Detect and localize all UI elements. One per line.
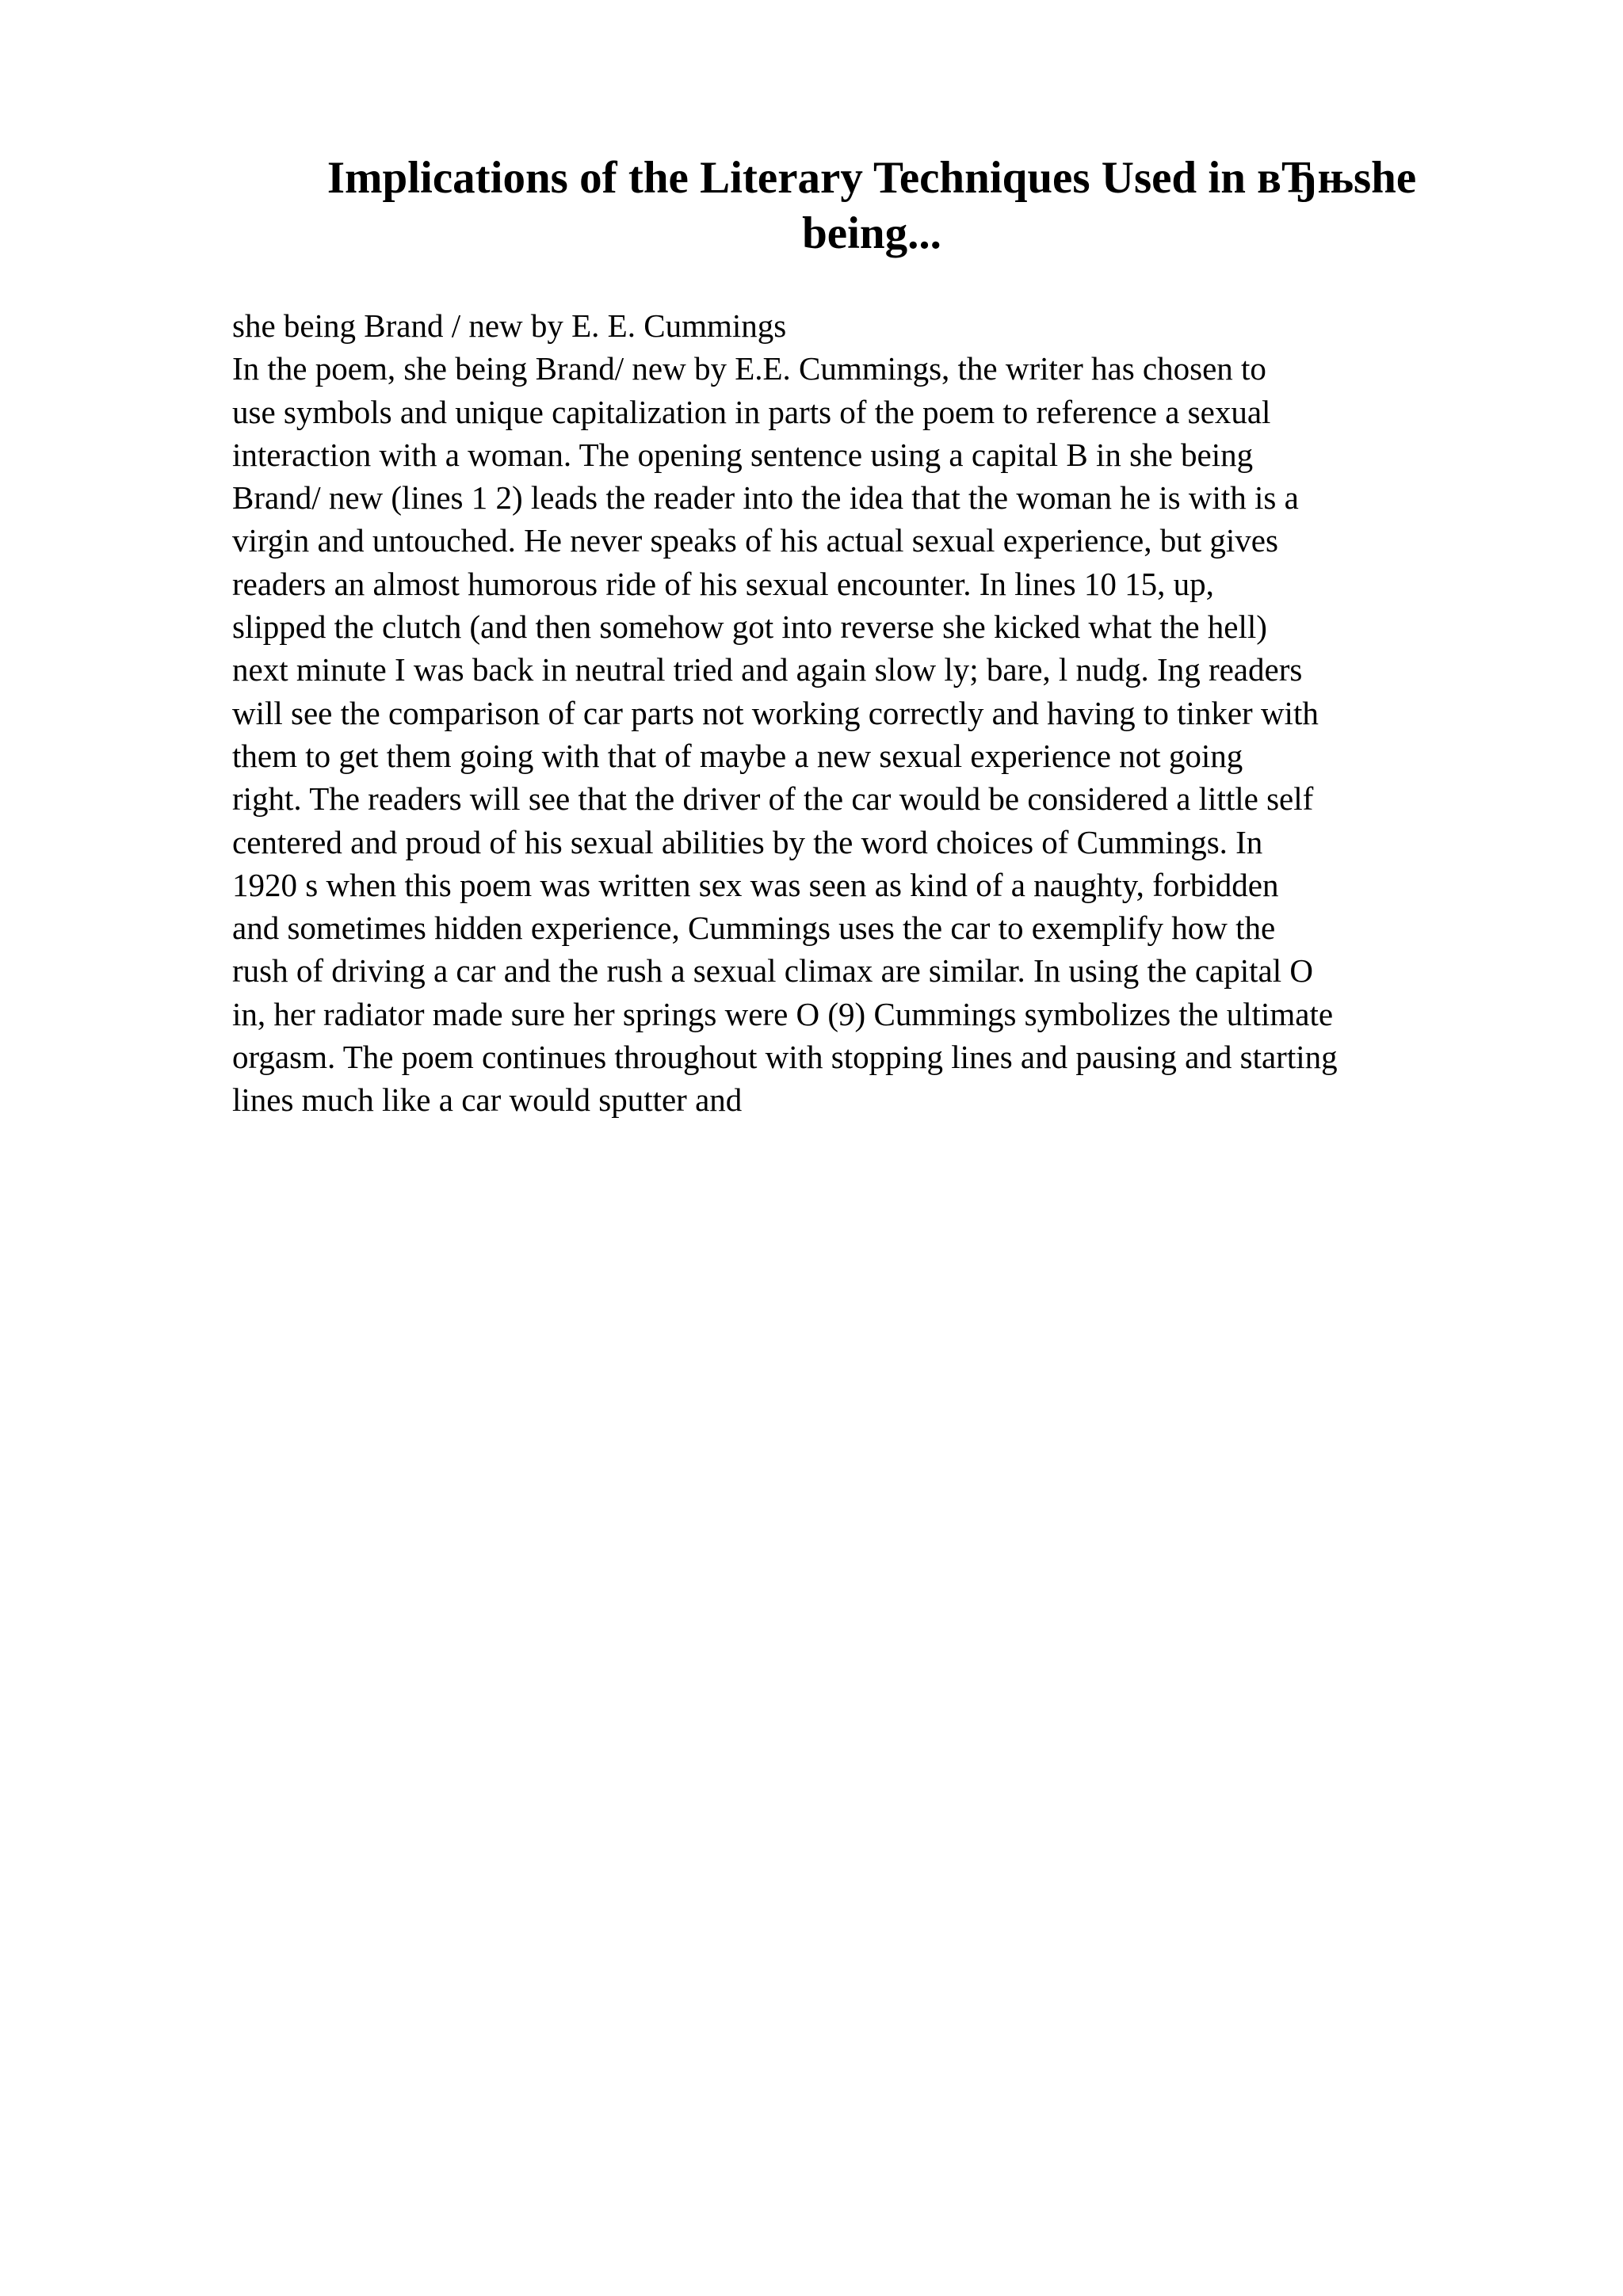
body-line: interaction with a woman. The opening sentence using a capital B in she being: [232, 436, 1254, 473]
body-line: In the poem, she being Brand/ new by E.E. Cummings, the writer has chosen to: [232, 350, 1266, 387]
body-line: Brand/ new (lines 1 2) leads the reader into the idea that the woman he is with is a: [232, 479, 1299, 517]
body-line: right. The readers will see that the driver of the car would be considered a little self: [232, 780, 1314, 818]
body-line: and sometimes hidden experience, Cummings uses the car to exemplify how the: [232, 910, 1276, 947]
body-line: readers an almost humorous ride of his sexual encounter. In lines 10 15, up,: [232, 565, 1214, 602]
title-line-1: Implications of the Literary Techniques Used in вЂњshe: [327, 153, 1417, 203]
body-line: orgasm. The poem continues throughout with stopping lines and pausing and starting: [232, 1039, 1338, 1076]
body-line: rush of driving a car and the rush a sexual climax are similar. In using the capital O: [232, 952, 1313, 990]
document-title: [230, 151, 1514, 261]
body-line: slipped the clutch (and then somehow got into reverse she kicked what the hell): [232, 608, 1267, 646]
body-line: will see the comparison of car parts not working correctly and having to tinker with: [232, 694, 1319, 731]
body-line: in, her radiator made sure her springs were O (9) Cummings symbolizes the ultimate: [232, 995, 1334, 1032]
body-line: use symbols and unique capitalization in parts of the poem to reference a sexual: [232, 393, 1271, 430]
title-line-2: being...: [802, 208, 941, 258]
body-line: lines much like a car would sputter and: [232, 1081, 743, 1119]
body-line: 1920 s when this poem was written sex was seen as kind of a naughty, forbidden: [232, 866, 1279, 903]
document-subtitle: she being Brand / new by E. E. Cummings: [232, 307, 787, 344]
body-line: centered and proud of his sexual abilities by the word choices of Cummings. In: [232, 823, 1263, 860]
body-line: next minute I was back in neutral tried and again slow ly; bare, l nudg. Ing readers: [232, 651, 1303, 688]
body-line: them to get them going with that of maybe a new sexual experience not going: [232, 737, 1243, 774]
document-body: [232, 304, 1516, 1122]
body-line: virgin and untouched. He never speaks of his actual sexual experience, but gives: [232, 522, 1278, 559]
